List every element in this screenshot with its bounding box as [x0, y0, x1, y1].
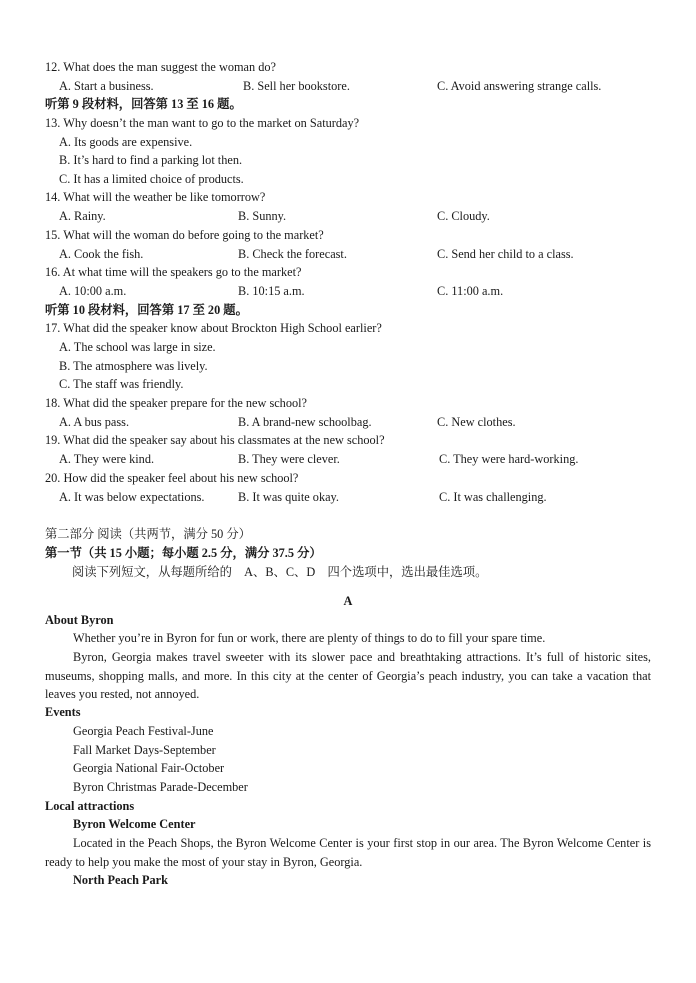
question-18-option-b: B. A brand-new schoolbag.: [238, 415, 372, 429]
question-13-stem: 13. Why doesn’t the man want to go to the market on Saturday?: [45, 116, 360, 130]
question-16-option-a: A. 10:00 a.m.: [59, 284, 127, 298]
question-13-option-b: B. It’s hard to find a parking lot then.: [59, 153, 243, 167]
question-14-option-c: C. Cloudy.: [437, 209, 490, 223]
question-19-stem: 19. What did the speaker say about his classmates at the new school?: [45, 433, 385, 447]
question-15-option-a: A. Cook the fish.: [59, 247, 144, 261]
question-20-option-b: B. It was quite okay.: [238, 490, 339, 504]
question-12-option-c: C. Avoid answering strange calls.: [437, 79, 602, 93]
event-item: Georgia National Fair-October: [73, 761, 225, 775]
welcome-center-text: Located in the Peach Shops, the Byron Welcome Center is your first stop in our area. The Byron Welcome Center is ready to help you make the most of your stay in Byron, Georgia.: [45, 836, 651, 869]
events-heading: Events: [45, 705, 81, 719]
section-9-heading: 听第 9 段材料，回答第 13 至 16 题。: [45, 97, 242, 111]
question-18-stem: 18. What did the speaker prepare for the new school?: [45, 396, 308, 410]
passage-label: A: [343, 594, 353, 608]
section-1-title: 第一节（共 15 小题；每小题 2.5 分，满分 37.5 分）: [45, 546, 322, 560]
question-15-option-c: C. Send her child to a class.: [437, 247, 574, 261]
question-19-option-a: A. They were kind.: [59, 452, 155, 466]
question-15-stem: 15. What will the woman do before going to the market?: [45, 228, 324, 242]
question-20-option-c: C. It was challenging.: [439, 490, 547, 504]
question-17-stem: 17. What did the speaker know about Brockton High School earlier?: [45, 321, 382, 335]
event-item: Georgia Peach Festival-June: [73, 724, 214, 738]
question-17-option-c: C. The staff was friendly.: [59, 377, 184, 391]
question-12-option-a: A. Start a business.: [59, 79, 154, 93]
attractions-heading: Local attractions: [45, 799, 135, 813]
question-17-option-b: B. The atmosphere was lively.: [59, 359, 208, 373]
part-2-title: 第二部分 阅读（共两节，满分 50 分）: [45, 527, 251, 541]
question-20-stem: 20. How did the speaker feel about his new school?: [45, 471, 299, 485]
event-item: Byron Christmas Parade-December: [73, 780, 248, 794]
welcome-center-heading: Byron Welcome Center: [73, 817, 196, 831]
event-item: Fall Market Days-September: [73, 743, 216, 757]
question-16-stem: 16. At what time will the speakers go to the market?: [45, 265, 302, 279]
question-16-option-c: C. 11:00 a.m.: [437, 284, 504, 298]
reading-instruction: 阅读下列短文，从每题所给的 A、B、C、D 四个选项中，选出最佳选项。: [72, 565, 488, 579]
question-18-option-a: A. A bus pass.: [59, 415, 130, 429]
question-20-option-a: A. It was below expectations.: [59, 490, 205, 504]
question-13-option-a: A. Its goods are expensive.: [59, 135, 193, 149]
question-17-option-a: A. The school was large in size.: [59, 340, 216, 354]
north-peach-park-heading: North Peach Park: [73, 873, 168, 887]
question-12-stem: 12. What does the man suggest the woman do?: [45, 60, 276, 74]
question-19-option-c: C. They were hard-working.: [439, 452, 579, 466]
question-18-option-c: C. New clothes.: [437, 415, 516, 429]
question-15-option-b: B. Check the forecast.: [238, 247, 347, 261]
question-14-option-a: A. Rainy.: [59, 209, 106, 223]
question-13-option-c: C. It has a limited choice of products.: [59, 172, 244, 186]
section-10-heading: 听第 10 段材料，回答第 17 至 20 题。: [45, 303, 248, 317]
question-19-option-b: B. They were clever.: [238, 452, 340, 466]
about-paragraph-1: Whether you’re in Byron for fun or work, there are plenty of things to do to fill your spare time.: [73, 631, 546, 645]
question-12-option-b: B. Sell her bookstore.: [243, 79, 350, 93]
question-16-option-b: B. 10:15 a.m.: [238, 284, 305, 298]
question-14-stem: 14. What will the weather be like tomorrow?: [45, 190, 266, 204]
about-paragraph-2: Byron, Georgia makes travel sweeter with its slower pace and breathtaking attractions. It’s full of historic sites, museums, shopping malls, and more. In this city at the center of Georgia’s peach industry, you can take a vacation that leaves you rested, not annoyed.: [45, 650, 651, 701]
about-heading: About Byron: [45, 613, 114, 627]
question-14-option-b: B. Sunny.: [238, 209, 287, 223]
